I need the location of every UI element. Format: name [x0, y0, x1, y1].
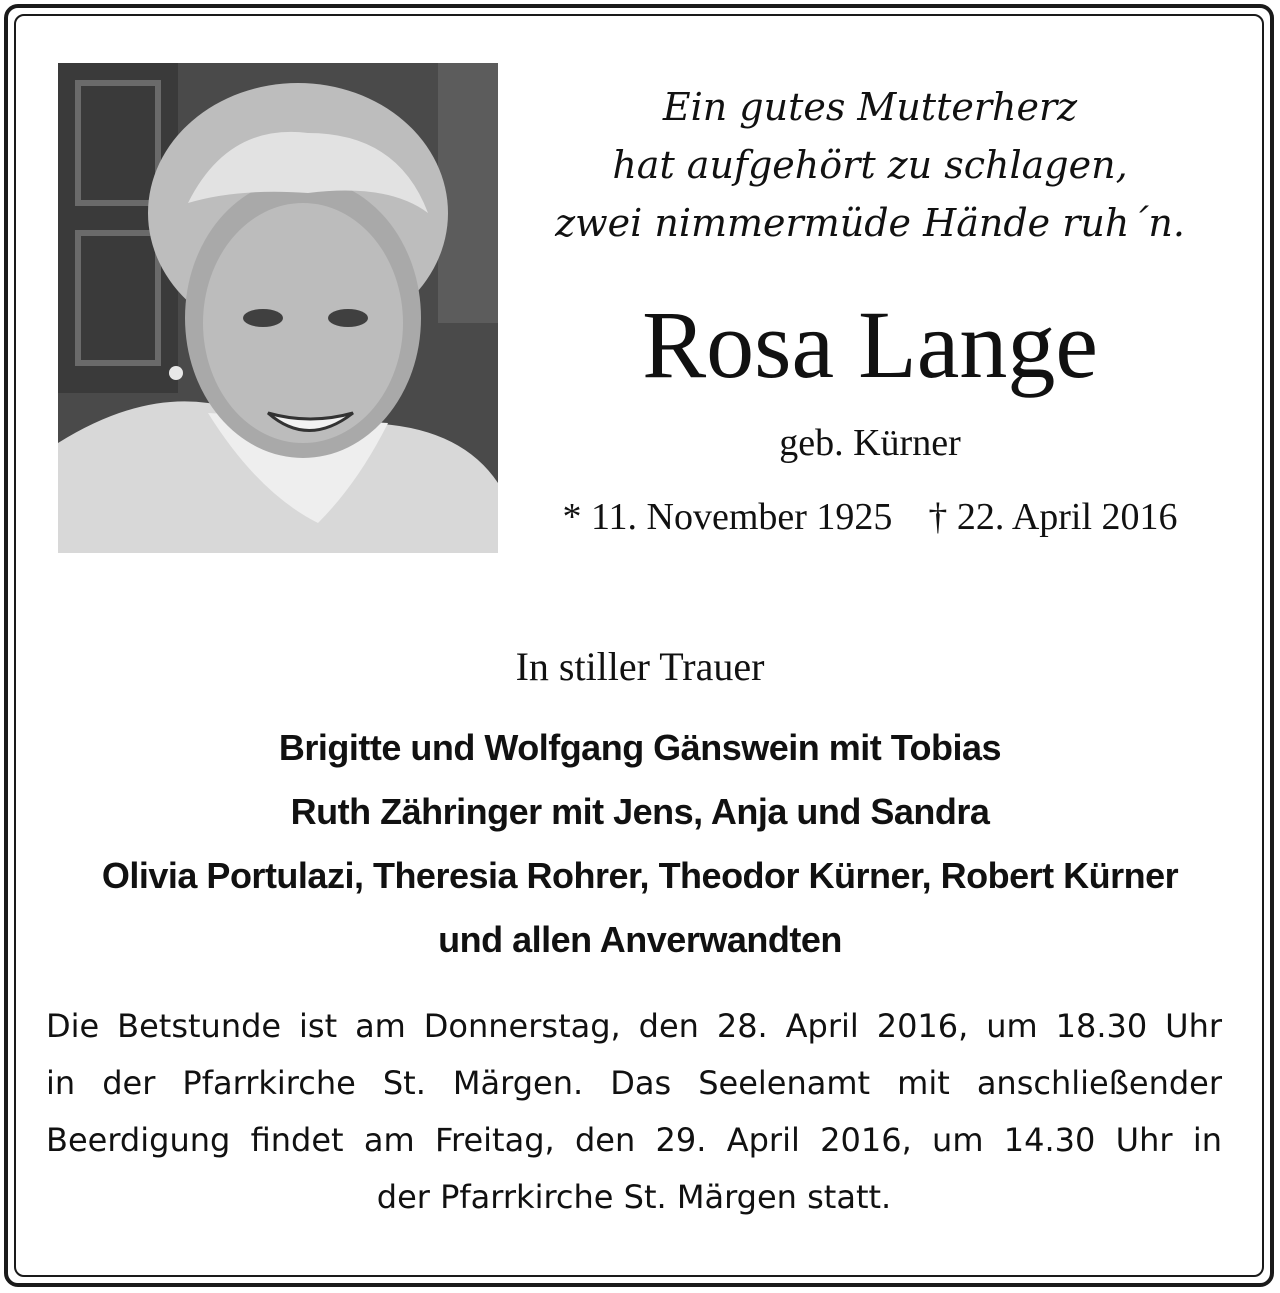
- poem-line: hat aufgehört zu schlagen,: [612, 143, 1128, 187]
- birth-date: * 11. November 1925: [562, 496, 893, 538]
- mourner-line: und allen Anverwandten: [438, 919, 842, 960]
- mourners-list: [40, 716, 1240, 972]
- memorial-poem: [520, 78, 1220, 252]
- notice-line: Beerdigung findet am Freitag, den 29. April 2016, um 14.30 Uhr in: [46, 1121, 1222, 1159]
- poem-line: zwei nimmermüde Hände ruh´n.: [555, 201, 1185, 245]
- mourner-line: Brigitte und Wolfgang Gänswein mit Tobias: [278, 727, 1002, 768]
- mourner-line: Ruth Zähringer mit Jens, Anja und Sandra: [290, 791, 990, 832]
- mourner-line: Olivia Portulazi, Theresia Rohrer, Theodor Kürner, Robert Kürner: [101, 855, 1179, 896]
- notice-line: in der Pfarrkirche St. Märgen. Das Seelenamt mit anschließender: [46, 1064, 1222, 1102]
- death-date: † 22. April 2016: [928, 496, 1178, 538]
- notice-line: Die Betstunde ist am Donnerstag, den 28. April 2016, um 18.30 Uhr: [46, 1007, 1222, 1045]
- poem-line: Ein gutes Mutterherz: [662, 85, 1078, 129]
- mourning-heading: In stiller Trauer: [515, 644, 765, 689]
- life-dates: [520, 492, 1220, 542]
- portrait-photo: [58, 63, 498, 553]
- notice-line: der Pfarrkirche St. Märgen statt.: [376, 1178, 892, 1216]
- deceased-name: Rosa Lange: [642, 291, 1098, 398]
- birth-name: geb. Kürner: [779, 422, 961, 464]
- service-notice: [46, 998, 1222, 1226]
